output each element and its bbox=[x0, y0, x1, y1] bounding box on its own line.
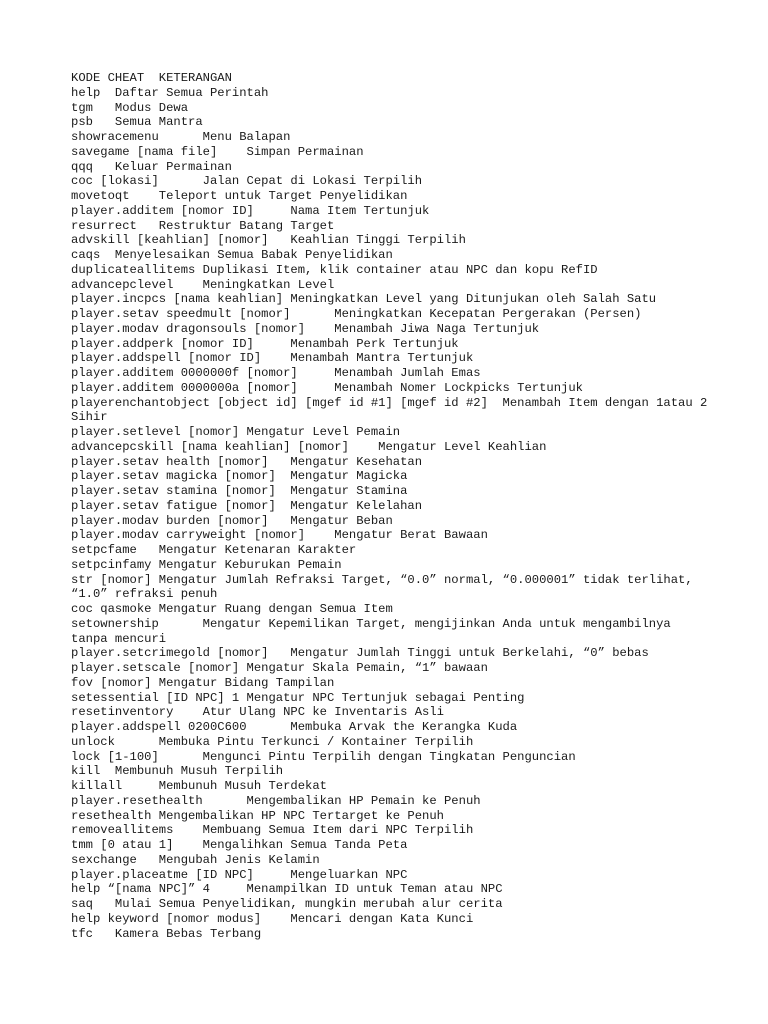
text-line: player.setav fatigue [nomor] Mengatur Kelelahan bbox=[71, 498, 423, 513]
text-line: player.modav carryweight [nomor] Mengatur Berat Bawaan bbox=[71, 528, 488, 543]
text-line: player.additem 0000000a [nomor] Menambah Nomer Lockpicks Tertunjuk bbox=[71, 380, 583, 395]
text-line: resethealth Mengembalikan HP NPC Tertarget ke Penuh bbox=[71, 808, 444, 823]
text-line: tfc Kamera Bebas Terbang bbox=[71, 926, 262, 941]
text-line: resurrect Restruktur Batang Target bbox=[71, 218, 335, 233]
text-line: player.additem 0000000f [nomor] Menambah Jumlah Emas bbox=[71, 366, 481, 380]
text-line: duplicateallitems Duplikasi Item, klik container atau NPC dan kopu RefID bbox=[71, 262, 598, 277]
text-line: setessential [ID NPC] 1 Mengatur NPC Tertunjuk sebagai Penting bbox=[71, 690, 525, 705]
text-line: savegame [nama file] Simpan Permainan bbox=[71, 144, 364, 159]
text-line: player.setav stamina [nomor] Mengatur Stamina bbox=[71, 484, 408, 498]
text-line: str [nomor] Mengatur Jumlah Refraksi Target, “0.0” normal, “0.000001” tidak terlihat, “1.0” refraksi penuh bbox=[71, 572, 700, 602]
text-line: player.modav burden [nomor] Mengatur Beban bbox=[71, 513, 393, 528]
text-line: player.setav magicka [nomor] Mengatur Magicka bbox=[71, 469, 408, 484]
text-line: removeallitems Membuang Semua Item dari NPC Terpilih bbox=[71, 823, 474, 838]
text-line: coc qasmoke Mengatur Ruang dengan Semua Item bbox=[71, 602, 393, 616]
text-line: showracemenu Menu Balapan bbox=[71, 130, 291, 144]
text-line: player.additem [nomor ID] Nama Item Tertunjuk bbox=[71, 203, 430, 218]
text-line: KODE CHEAT KETERANGAN bbox=[71, 71, 232, 85]
text-line: movetoqt Teleport untuk Target Penyelidikan bbox=[71, 189, 408, 203]
text-line: help Daftar Semua Perintah bbox=[71, 85, 269, 100]
text-line: advancepclevel Meningkatkan Level bbox=[71, 277, 335, 292]
text-line: qqq Keluar Permainan bbox=[71, 159, 232, 174]
text-line: sexchange Mengubah Jenis Kelamin bbox=[71, 852, 320, 867]
text-line: resetinventory Atur Ulang NPC ke Inventaris Asli bbox=[71, 705, 444, 720]
text-line: player.modav dragonsouls [nomor] Menambah Jiwa Naga Tertunjuk bbox=[71, 321, 540, 336]
text-line: saq Mulai Semua Penyelidikan, mungkin merubah alur cerita bbox=[71, 897, 503, 911]
text-line: player.setlevel [nomor] Mengatur Level Pemain bbox=[71, 425, 401, 439]
text-line: player.setav speedmult [nomor] Meningkatkan Kecepatan Pergerakan (Persen) bbox=[71, 307, 642, 321]
text-line: setpcinfamy Mengatur Keburukan Pemain bbox=[71, 557, 342, 572]
text-line: kill Membunuh Musuh Terpilih bbox=[71, 764, 284, 779]
text-line: player.setscale [nomor] Mengatur Skala Pemain, “1” bawaan bbox=[71, 661, 488, 675]
text-line: player.addspell 0200C600 Membuka Arvak the Kerangka Kuda bbox=[71, 720, 518, 734]
text-line: psb Semua Mantra bbox=[71, 115, 203, 130]
cheat-code-document bbox=[71, 71, 715, 941]
text-line: player.resethealth Mengembalikan HP Pemain ke Penuh bbox=[71, 793, 481, 808]
text-line: player.incpcs [nama keahlian] Meningkatkan Level yang Ditunjukan oleh Salah Satu bbox=[71, 292, 657, 307]
text-line: player.addperk [nomor ID] Menambah Perk Tertunjuk bbox=[71, 336, 459, 351]
text-line: help keyword [nomor modus] Mencari dengan Kata Kunci bbox=[71, 911, 474, 926]
text-line: advancepcskill [nama keahlian] [nomor] Mengatur Level Keahlian bbox=[71, 439, 547, 454]
text-line: player.setav health [nomor] Mengatur Kesehatan bbox=[71, 454, 423, 469]
text-line: coc [lokasi] Jalan Cepat di Lokasi Terpilih bbox=[71, 174, 423, 189]
text-line: lock [1-100] Mengunci Pintu Terpilih dengan Tingkatan Penguncian bbox=[71, 749, 576, 764]
text-line: help “[nama NPC]” 4 Menampilkan ID untuk Teman atau NPC bbox=[71, 882, 503, 897]
text-line: setownership Mengatur Kepemilikan Target, mengijinkan Anda untuk mengambilnya tanpa mencuri bbox=[71, 616, 679, 646]
text-line: tgm Modus Dewa bbox=[71, 100, 189, 115]
text-line: fov [nomor] Mengatur Bidang Tampilan bbox=[71, 675, 335, 690]
text-line: killall Membunuh Musuh Terdekat bbox=[71, 779, 327, 793]
text-line: advskill [keahlian] [nomor] Keahlian Tinggi Terpilih bbox=[71, 233, 466, 248]
text-line: caqs Menyelesaikan Semua Babak Penyelidikan bbox=[71, 248, 393, 262]
text-line: playerenchantobject [object id] [mgef id #1] [mgef id #2] Menambah Item dengan 1atau 2 Sihir bbox=[71, 395, 715, 425]
text-line: unlock Membuka Pintu Terkunci / Kontainer Terpilih bbox=[71, 734, 474, 749]
text-line: player.placeatme [ID NPC] Mengeluarkan NPC bbox=[71, 867, 408, 882]
text-line: player.setcrimegold [nomor] Mengatur Jumlah Tinggi untuk Berkelahi, “0” bebas bbox=[71, 646, 649, 661]
text-line: tmm [0 atau 1] Mengalihkan Semua Tanda Peta bbox=[71, 838, 408, 852]
text-line: player.addspell [nomor ID] Menambah Mantra Tertunjuk bbox=[71, 351, 474, 366]
text-line: setpcfame Mengatur Ketenaran Karakter bbox=[71, 543, 357, 557]
